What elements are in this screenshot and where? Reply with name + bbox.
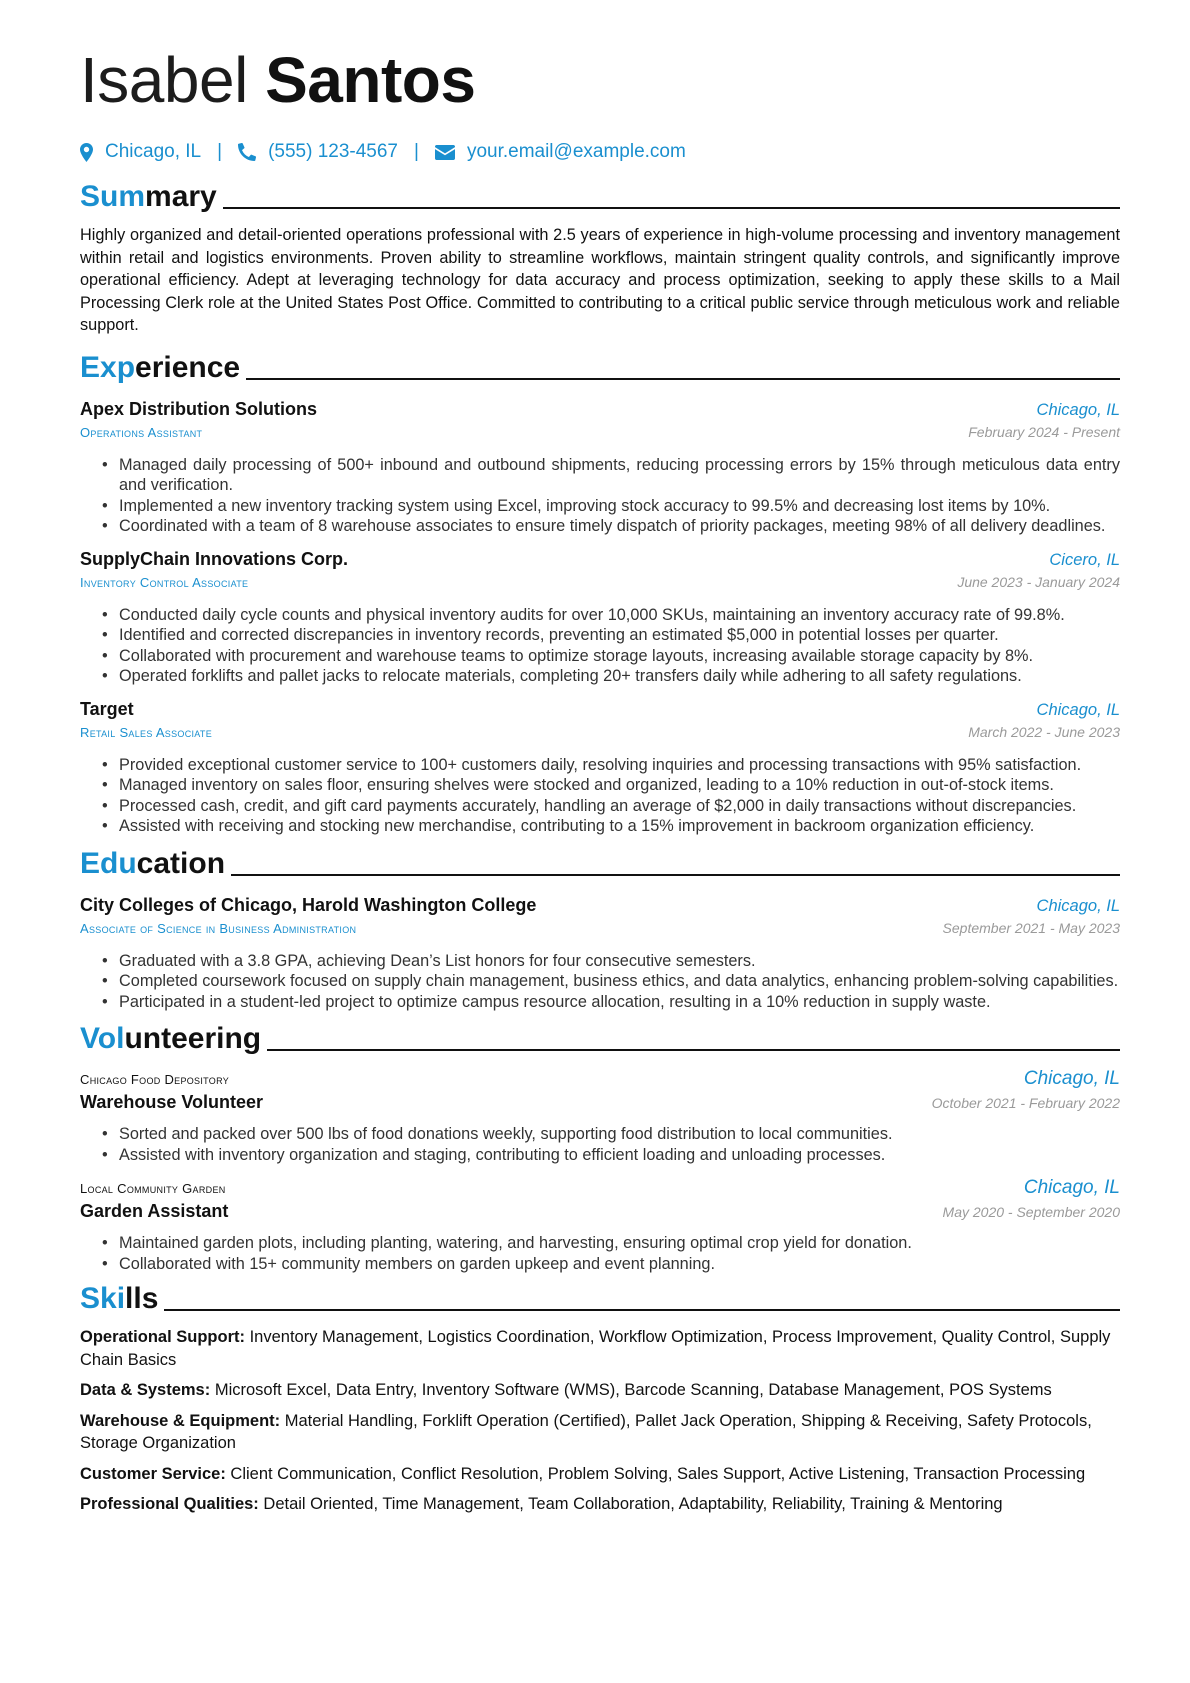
bullet-item: • Collaborated with procurement and warehouse teams to optimize storage layouts, increasing available storage capacity by 8%.: [119, 646, 1120, 667]
skill-line: [80, 1410, 1120, 1455]
job-location: Chicago, IL: [1036, 700, 1120, 719]
skill-line: [80, 1379, 1120, 1402]
section-title: Experience: [80, 350, 241, 384]
job-title: Retail Sales Associate: [80, 724, 213, 740]
volunteer-dates: May 2020 - September 2020: [942, 1204, 1120, 1221]
bullet-list: [80, 455, 1120, 537]
bullet-list: [80, 755, 1120, 837]
bullet-item: • Graduated with a 3.8 GPA, achieving Dean’s List honors for four consecutive semesters.: [119, 951, 1120, 972]
experience-entry: [80, 697, 1120, 837]
bullet-item: • Collaborated with 15+ community members on garden upkeep and event planning.: [119, 1254, 1120, 1275]
bullet-item: • Managed inventory on sales floor, ensuring shelves were stocked and organized, leading to a 10% reduction in out-of-stock items.: [119, 775, 1120, 796]
location-text: Chicago, IL: [105, 141, 202, 162]
bullet-item: • Conducted daily cycle counts and physical inventory audits for over 10,000 SKUs, maintaining an inventory accuracy rate of 99.8%.: [119, 605, 1120, 626]
volunteer-org: Local Community Garden: [80, 1181, 226, 1197]
section-rule: [246, 378, 1120, 380]
bullet-item: • Coordinated with a team of 8 warehouse associates to ensure timely dispatch of priority packages, meeting 98% of all delivery deadlines.: [119, 516, 1120, 537]
resume-content: [80, 40, 1120, 1516]
bullet-list: [80, 1124, 1120, 1165]
company-name: SupplyChain Innovations Corp.: [80, 548, 349, 569]
education-heading: [80, 845, 1120, 883]
summary-heading: [80, 178, 1120, 216]
skill-list: Material Handling, Forklift Operation (Certified), Pallet Jack Operation, Shipping & Receiving, Safety Protocols, Storage Organization: [80, 1411, 1092, 1453]
section-rule: [223, 207, 1120, 209]
bullet-item: • Assisted with inventory organization and staging, contributing to efficient loading and unloading processes.: [119, 1145, 1120, 1166]
skills-heading: [80, 1280, 1120, 1318]
volunteer-dates: October 2021 - February 2022: [931, 1095, 1120, 1112]
bullet-list: [80, 951, 1120, 1013]
summary-text: Highly organized and detail-oriented operations professional with 2.5 years of experience in high-volume processing and inventory management within retail and logistics environments. Proven ability to streamline workflows, maintain stringent quality controls, and significantly improve operational efficiency. Adept at leveraging technology for data accuracy and process optimization, seeking to apply these skills to a Mail Processing Clerk role at the United States Post Office. Committed to contributing to a critical public service through meticulous work and reliable support.: [80, 226, 1120, 335]
skill-line: [80, 1463, 1120, 1486]
bullet-item: • Processed cash, credit, and gift card payments accurately, handling an average of $2,000 in daily transactions without discrepancies.: [119, 796, 1120, 817]
map-pin-icon: [80, 143, 93, 162]
candidate-name: [80, 40, 1120, 120]
bullet-list: [80, 1233, 1120, 1274]
section-title: Skills: [80, 1282, 159, 1316]
envelope-icon: [435, 145, 455, 160]
experience-entry: [80, 397, 1120, 537]
bullet-item: • Implemented a new inventory tracking system using Excel, improving stock accuracy to 99.5% and decreasing lost items by 10%.: [119, 496, 1120, 517]
bullet-item: • Identified and corrected discrepancies in inventory records, preventing an estimated $5,000 in potential losses per quarter.: [119, 625, 1120, 646]
experience-heading: [80, 349, 1120, 387]
volunteering-heading: [80, 1020, 1120, 1058]
job-title: Operations Assistant: [80, 424, 203, 440]
volunteer-location: Chicago, IL: [1023, 1177, 1120, 1199]
school-location: Chicago, IL: [1036, 896, 1120, 915]
section-rule: [231, 874, 1120, 876]
contact-row: [80, 138, 1120, 166]
experience-entry: [80, 547, 1120, 687]
section-rule: [164, 1309, 1120, 1311]
volunteer-role: Warehouse Volunteer: [80, 1092, 264, 1113]
job-dates: February 2024 - Present: [968, 423, 1120, 440]
first-name: Isabel: [80, 44, 248, 116]
bullet-item: • Assisted with receiving and stocking new merchandise, contributing to a 15% improvement in backroom organization efficiency.: [119, 816, 1120, 837]
bullet-item: • Maintained garden plots, including planting, watering, and harvesting, ensuring optimal crop yield for donation.: [119, 1233, 1120, 1254]
job-location: Chicago, IL: [1036, 400, 1120, 419]
section-rule: [267, 1049, 1120, 1051]
bullet-item: • Operated forklifts and pallet jacks to relocate materials, completing 20+ transfers daily while adhering to all safety regulations.: [119, 666, 1120, 687]
volunteer-role: Garden Assistant: [80, 1201, 229, 1222]
bullet-item: • Completed coursework focused on supply chain management, business ethics, and data analytics, enhancing problem-solving capabilities.: [119, 971, 1120, 992]
skill-line: [80, 1326, 1120, 1371]
contact-separator: |: [217, 141, 223, 162]
bullet-list: [80, 605, 1120, 687]
volunteer-entry: [80, 1068, 1120, 1165]
skill-line: [80, 1493, 1120, 1516]
skill-label: Professional Qualities:: [80, 1495, 259, 1514]
skill-label: Customer Service:: [80, 1464, 226, 1483]
school-name: City Colleges of Chicago, Harold Washington College: [80, 894, 537, 915]
section-title: Summary: [80, 180, 217, 213]
volunteer-org: Chicago Food Depository: [80, 1072, 230, 1088]
school-dates: September 2021 - May 2023: [942, 919, 1120, 936]
contact-location: [80, 141, 201, 163]
skill-list: Client Communication, Conflict Resolution, Problem Solving, Sales Support, Active Listening, Transaction Processing: [230, 1464, 1086, 1483]
degree-title: Associate of Science in Business Administration: [80, 920, 357, 936]
phone-icon: [238, 143, 256, 161]
company-name: Target: [80, 698, 134, 719]
education-entry: [80, 893, 1120, 1013]
volunteer-entry: [80, 1177, 1120, 1274]
skill-label: Data & Systems:: [80, 1381, 211, 1400]
skill-label: Warehouse & Equipment:: [80, 1411, 281, 1430]
skill-list: Inventory Management, Logistics Coordination, Workflow Optimization, Process Improvement, Quality Control, Supply Chain Basics: [80, 1328, 1111, 1369]
skill-list: Microsoft Excel, Data Entry, Inventory Software (WMS), Barcode Scanning, Database Management, POS Systems: [214, 1381, 1052, 1400]
job-dates: March 2022 - June 2023: [968, 723, 1120, 740]
section-title: Volunteering: [80, 1022, 262, 1056]
job-title: Inventory Control Associate: [80, 574, 249, 590]
contact-phone[interactable]: [238, 141, 398, 163]
job-location: Cicero, IL: [1049, 550, 1120, 569]
section-title: Education: [80, 846, 226, 880]
bullet-item: • Sorted and packed over 500 lbs of food donations weekly, supporting food distribution to local communities.: [119, 1124, 1120, 1145]
volunteer-location: Chicago, IL: [1023, 1068, 1120, 1090]
bullet-item: • Managed daily processing of 500+ inbound and outbound shipments, reducing processing errors by 15% through meticulous data entry and verification.: [119, 455, 1120, 496]
email-link: your.email@example.com: [466, 141, 686, 162]
skill-list: Detail Oriented, Time Management, Team Collaboration, Adaptability, Reliability, Training & Mentoring: [263, 1495, 1003, 1514]
phone-text: (555) 123-4567: [268, 141, 398, 162]
bullet-item: • Participated in a student-led project to optimize campus resource allocation, resulting in a 10% reduction in supply waste.: [119, 992, 1120, 1013]
contact-email[interactable]: [435, 141, 686, 163]
bullet-item: • Provided exceptional customer service to 100+ customers daily, resolving inquiries and processing transactions with 95% satisfaction.: [119, 755, 1120, 776]
last-name: Santos: [265, 44, 476, 116]
skill-label: Operational Support:: [80, 1328, 245, 1347]
job-dates: June 2023 - January 2024: [957, 573, 1120, 590]
contact-separator: |: [414, 141, 419, 162]
company-name: Apex Distribution Solutions: [80, 398, 317, 419]
